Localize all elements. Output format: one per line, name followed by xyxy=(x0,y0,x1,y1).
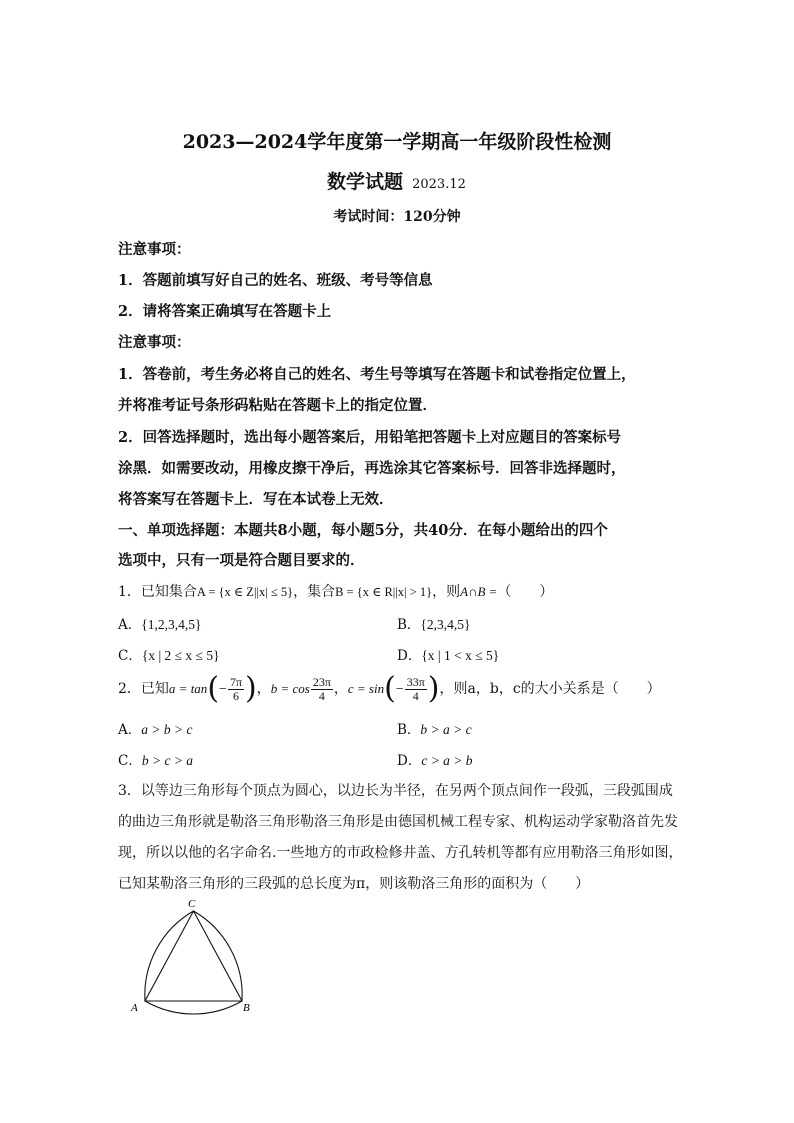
section-heading-line: 选项中，只有一项是符合题目要求的． xyxy=(118,552,365,569)
q2-option-d: D．c > a > b xyxy=(397,753,473,769)
exam-date: 2023.12 xyxy=(412,177,466,192)
equilateral-triangle xyxy=(145,911,242,1001)
notes2-line: 2．回答选择题时，选出每小题答案后，用铅笔把答题卡上对应题目的答案标号 xyxy=(118,429,622,446)
vertex-label-c: C xyxy=(188,898,196,910)
q2-option-a: A．a > b > c xyxy=(118,722,193,738)
vertex-label-b: B xyxy=(243,1002,250,1014)
question-3-line: 3．以等边三角形每个顶点为圆心，以边长为半径，在另两个顶点间作一段弧，三段弧围成 xyxy=(118,783,673,799)
section-heading-line: 一、单项选择题：本题共8小题，每小题5分，共40分．在每小题给出的四个 xyxy=(118,522,608,539)
notes2-line: 涂黑．如需要改动，用橡皮擦干净后，再选涂其它答案标号．回答非选择题时， xyxy=(118,460,626,477)
arc-ab xyxy=(145,1001,242,1014)
notes2-heading: 注意事项： xyxy=(118,334,191,351)
q1-option-c: C．{x | 2 ≤ x ≤ 5} xyxy=(118,648,220,664)
notes1-item: 2．请将答案正确填写在答题卡上 xyxy=(118,303,332,320)
reuleaux-triangle-figure xyxy=(125,895,265,1020)
question-3-line: 的曲边三角形就是勒洛三角形勒洛三角形是由德国机械工程专家、机构运动学家勒洛首先发 xyxy=(118,814,678,830)
exam-title: 2023—2024学年度第一学期高一年级阶段性检测 xyxy=(182,131,612,153)
question-2-stem: 2．已知a = tan(− $\frac{7\pi}{6}$ )，b = cos $\frac{23\pi}{4}$ ，c = sin(− $\frac{33\pi}{4}$ )，则a，b，c的大小关系是（ ） xyxy=(118,671,661,706)
q1-option-d: D．{x | 1 < x ≤ 5} xyxy=(397,648,500,664)
question-3-line: 已知某勒洛三角形的三段弧的总长度为π，则该勒洛三角形的面积为（ ） xyxy=(118,876,590,892)
subject-line xyxy=(327,167,466,194)
question-1-stem: 1．已知集合A = {x ∈ Z||x| ≤ 5}，集合B = {x ∈ R||x| > 1}，则A∩B =（ ） xyxy=(118,584,554,600)
subject-title: 数学试题 xyxy=(327,171,404,193)
vertex-label-a: A xyxy=(131,1002,138,1014)
q1-option-a: A．{1,2,3,4,5} xyxy=(118,617,202,633)
q1-option-b: B．{2,3,4,5} xyxy=(397,617,471,633)
q2-option-c: C．b > c > a xyxy=(118,753,194,769)
q2-option-b: B．b > a > c xyxy=(397,722,472,738)
notes2-line: 1．答卷前，考生务必将自己的姓名、考生号等填写在答题卡和试卷指定位置上， xyxy=(118,366,636,383)
notes2-line: 并将准考证号条形码粘贴在答题卡上的指定位置． xyxy=(118,397,437,414)
notes1-heading: 注意事项： xyxy=(118,241,191,258)
exam-time: 考试时间：120分钟 xyxy=(333,209,461,225)
notes2-line: 将答案写在答题卡上．写在本试卷上无效． xyxy=(118,491,394,508)
question-3-line: 现，所以以他的名字命名.一些地方的市政检修井盖、方孔转机等都有应用勒洛三角形如图， xyxy=(118,845,683,861)
notes1-item: 1．答题前填写好自己的姓名、班级、考号等信息 xyxy=(118,272,433,289)
